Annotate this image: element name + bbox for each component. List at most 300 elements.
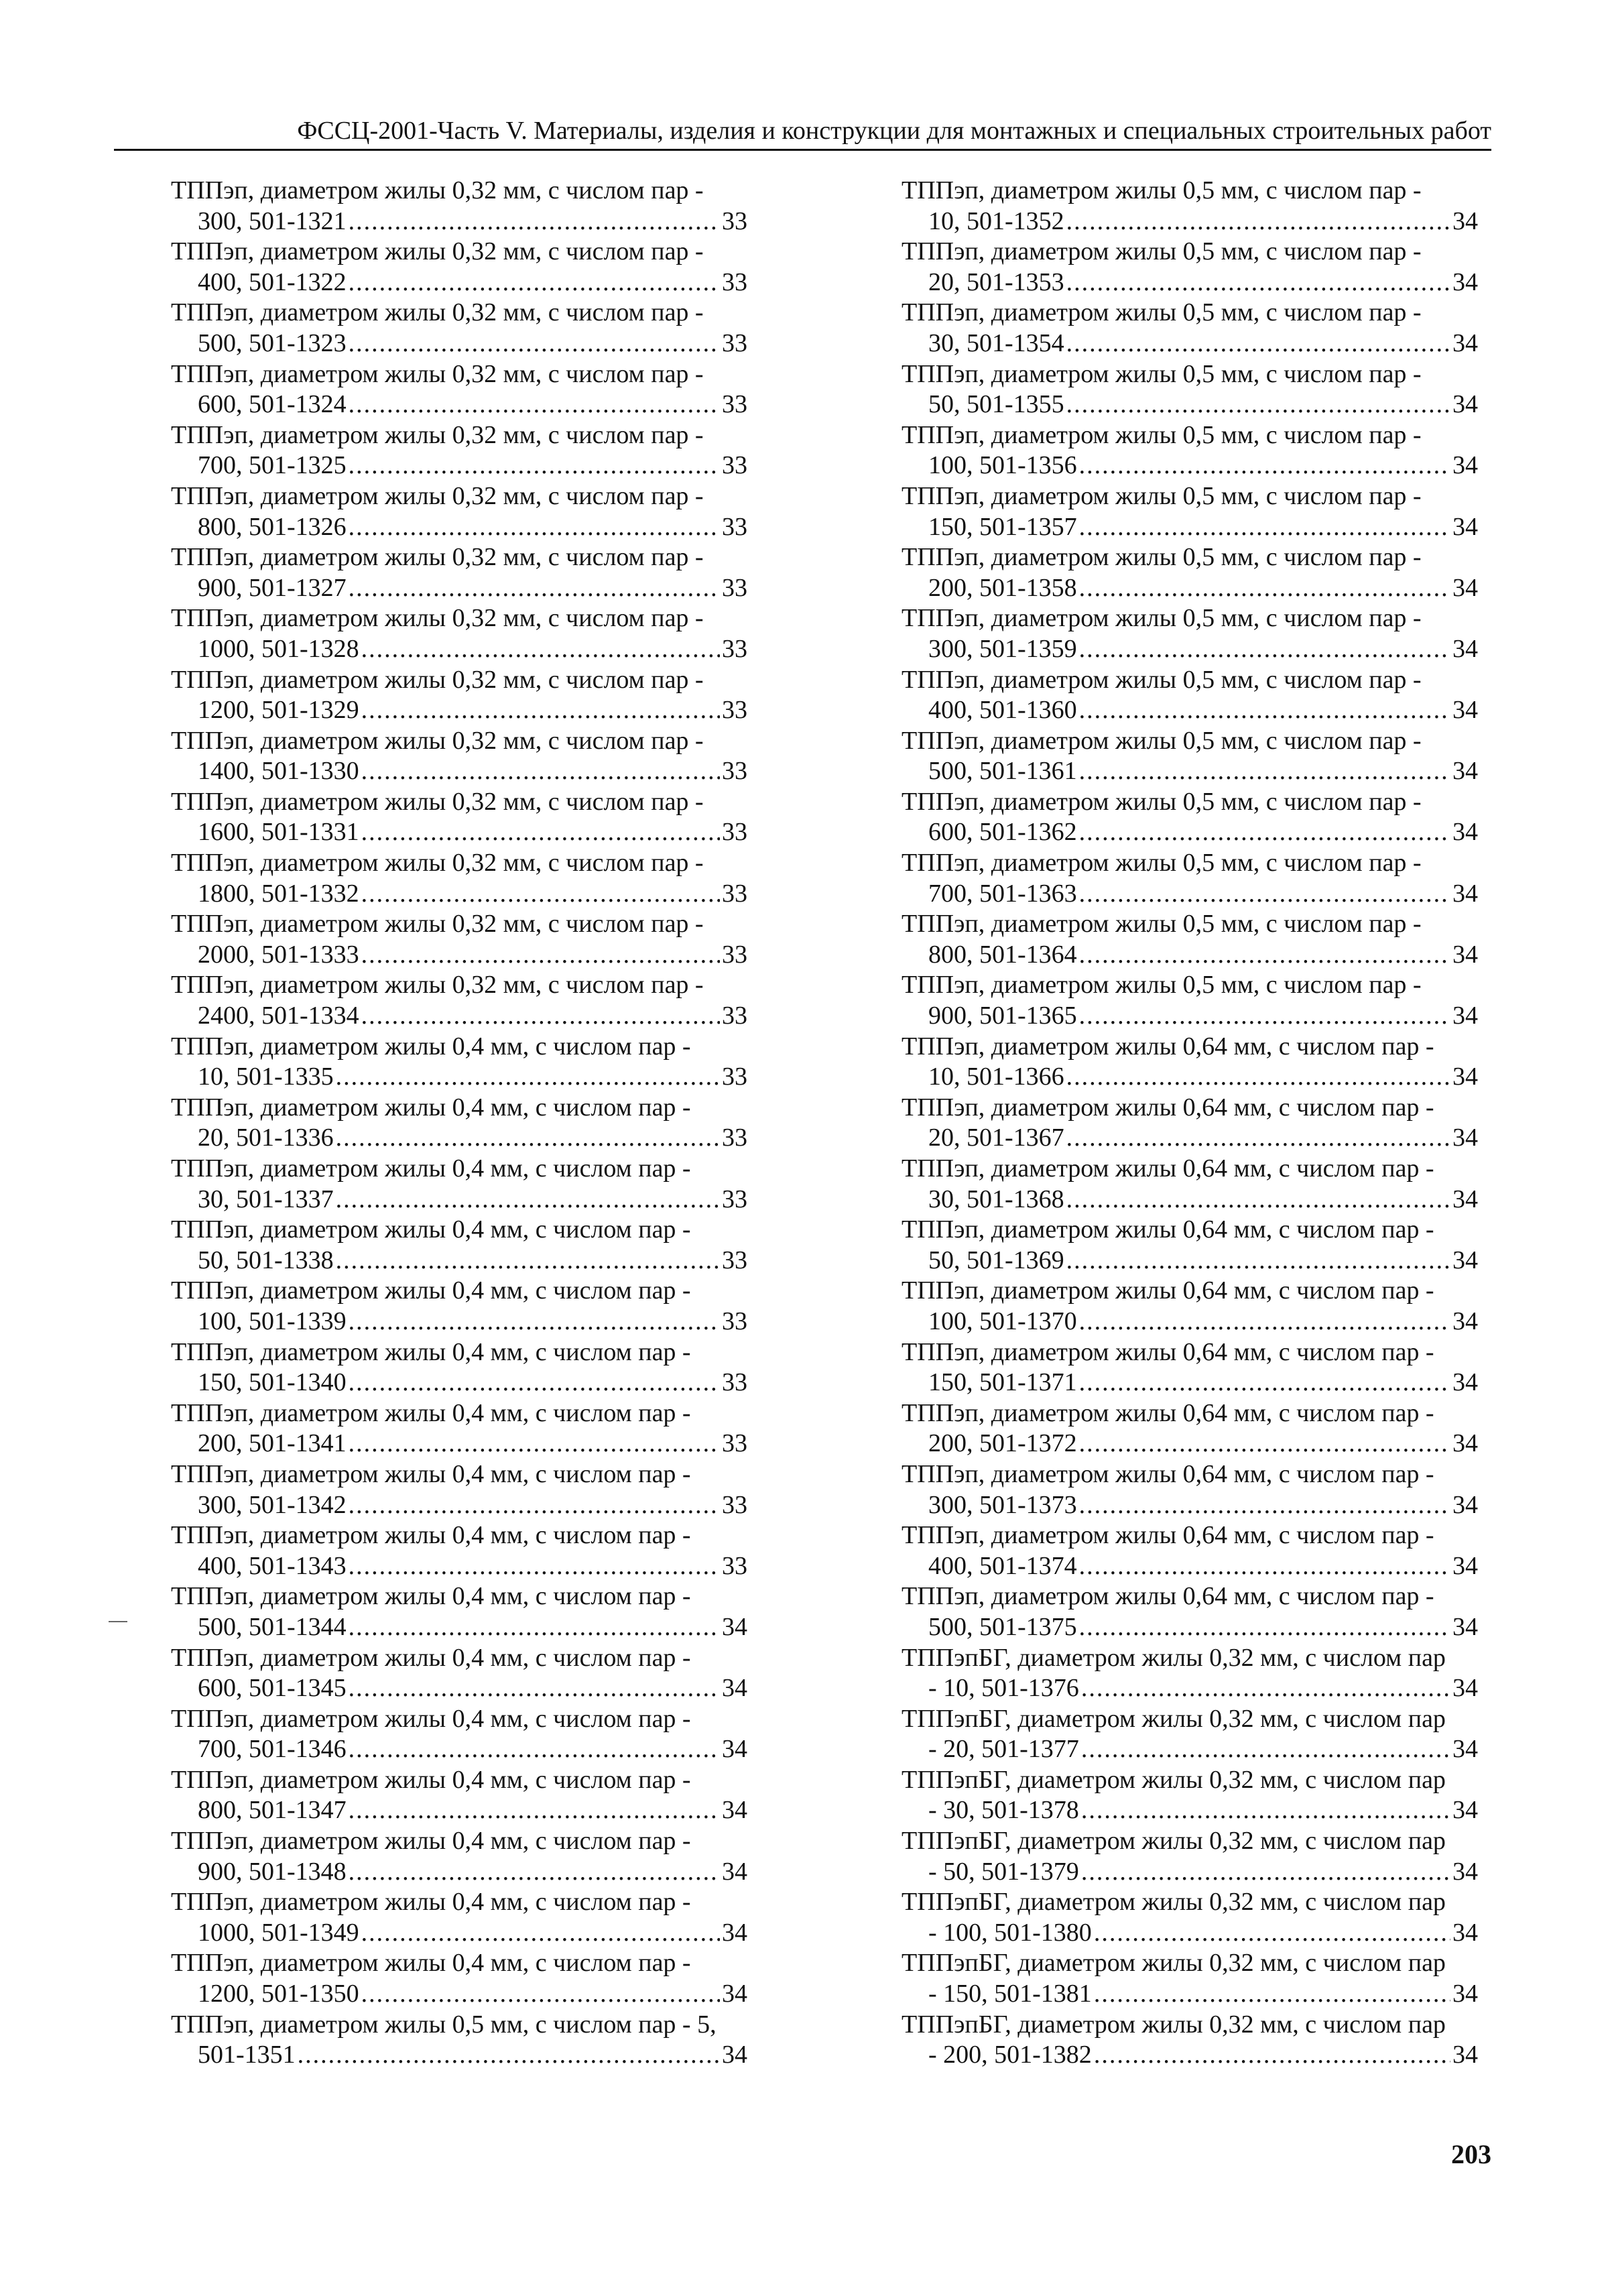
dot-leader (349, 328, 720, 359)
index-entry (171, 481, 747, 542)
entry-page-number: 33 (722, 328, 747, 357)
dot-leader (361, 1001, 720, 1032)
entry-page-number: 34 (722, 1735, 747, 1764)
entry-reference-line (171, 756, 747, 787)
entry-description: ТППэп, диаметром жилы 0,5 мм, с числом пар - 5, (171, 2010, 717, 2039)
entry-reference-line (171, 1368, 747, 1398)
index-entry (902, 1643, 1478, 1704)
dot-leader (1079, 879, 1450, 910)
index-entry (902, 1154, 1478, 1215)
header-rule (114, 149, 1491, 151)
entry-reference-line (171, 450, 747, 481)
entry-page-number: 34 (1452, 634, 1478, 663)
dot-leader (349, 1551, 720, 1582)
dot-leader (1079, 1612, 1450, 1643)
running-header: ФССЦ-2001-Часть V. Материалы, изделия и конструкции для монтажных и специальных строительных работ (297, 117, 1491, 145)
index-entry (171, 1459, 747, 1520)
entry-reference-line (902, 695, 1478, 726)
index-entry (902, 1398, 1478, 1459)
index-entry (171, 542, 747, 603)
entry-reference-line (902, 634, 1478, 665)
entry-reference-line (902, 1307, 1478, 1337)
entry-page-number: 34 (1452, 2041, 1478, 2069)
entry-page-number: 34 (722, 2041, 747, 2069)
entry-code: 2400, 501-1334 (198, 1002, 359, 1030)
dot-leader (361, 1918, 720, 1949)
entry-description: ТППэп, диаметром жилы 0,5 мм, с числом пар - (902, 176, 1422, 204)
dot-leader (361, 817, 720, 848)
entry-page-number: 34 (1452, 1796, 1478, 1825)
entry-code: 500, 501-1375 (928, 1612, 1077, 1641)
entry-page-number: 33 (722, 206, 747, 235)
dot-leader (361, 940, 720, 971)
entry-page-number: 34 (722, 1918, 747, 1947)
entry-code: 300, 501-1359 (928, 634, 1077, 663)
entry-code: 200, 501-1358 (928, 573, 1077, 602)
entry-reference-line (902, 1673, 1478, 1704)
index-entry (171, 726, 747, 787)
entry-page-number: 33 (722, 390, 747, 419)
entry-reference-line (902, 1918, 1478, 1949)
entry-description: ТППэп, диаметром жилы 0,5 мм, с числом пар - (902, 543, 1422, 572)
entry-description: ТППэп, диаметром жилы 0,64 мм, с числом пар - (902, 1154, 1434, 1183)
entry-description: ТППэп, диаметром жилы 0,4 мм, с числом пар - (171, 1827, 691, 1856)
index-column-left (171, 176, 747, 2071)
dot-leader (361, 879, 720, 910)
index-entry (902, 1581, 1478, 1642)
entry-code: 100, 501-1339 (198, 1307, 347, 1335)
dot-leader (1081, 1857, 1450, 1888)
entry-reference-line (902, 1795, 1478, 1826)
entry-description: ТППэпБГ, диаметром жилы 0,32 мм, с числом пар (902, 2010, 1446, 2039)
entry-code: 600, 501-1345 (198, 1674, 347, 1703)
entry-reference-line (171, 1001, 747, 1032)
dot-leader (1066, 328, 1450, 359)
entry-code: 800, 501-1347 (198, 1796, 347, 1825)
dot-leader (349, 1429, 720, 1459)
entry-page-number: 33 (722, 451, 747, 480)
index-entry (902, 2010, 1478, 2071)
entry-code: 10, 501-1335 (198, 1063, 334, 1091)
entry-description: ТППэп, диаметром жилы 0,4 мм, с числом пар - (171, 1093, 691, 1122)
dot-leader (1079, 450, 1450, 481)
entry-code: 1000, 501-1328 (198, 634, 359, 663)
entry-reference-line (902, 512, 1478, 543)
index-entry (902, 1826, 1478, 1887)
dot-leader (349, 1795, 720, 1826)
entry-reference-line (171, 1734, 747, 1765)
entry-page-number: 34 (1452, 1368, 1478, 1397)
entry-code: 1000, 501-1349 (198, 1918, 359, 1947)
entry-description: ТППэп, диаметром жилы 0,4 мм, с числом пар - (171, 1032, 691, 1061)
entry-reference-line (902, 1429, 1478, 1459)
entry-description: ТППэп, диаметром жилы 0,32 мм, с числом пар - (171, 237, 704, 266)
index-entry (171, 1215, 747, 1276)
index-entry (902, 1276, 1478, 1337)
dot-leader (336, 1185, 720, 1215)
entry-code: 600, 501-1362 (928, 818, 1077, 847)
entry-reference-line (902, 1001, 1478, 1032)
entry-code: 500, 501-1361 (928, 757, 1077, 786)
entry-reference-line (902, 1062, 1478, 1093)
entry-description: ТППэп, диаметром жилы 0,32 мм, с числом пар - (171, 787, 704, 816)
entry-page-number: 34 (722, 1857, 747, 1886)
entry-code: 150, 501-1371 (928, 1368, 1077, 1397)
entry-description: ТППэпБГ, диаметром жилы 0,32 мм, с числом пар (902, 1827, 1446, 1856)
index-entry (171, 237, 747, 298)
entry-description: ТППэп, диаметром жилы 0,32 мм, с числом пар - (171, 971, 704, 1000)
entry-reference-line (171, 1795, 747, 1826)
entry-reference-line (902, 817, 1478, 848)
entry-code: - 50, 501-1379 (928, 1857, 1079, 1886)
entry-description: ТППэп, диаметром жилы 0,4 мм, с числом пар - (171, 1398, 691, 1427)
index-entry (902, 298, 1478, 359)
entry-page-number: 34 (1452, 1857, 1478, 1886)
index-entry (171, 970, 747, 1031)
entry-description: ТППэп, диаметром жилы 0,5 мм, с числом пар - (902, 910, 1422, 939)
entry-page-number: 33 (722, 573, 747, 602)
index-entry (902, 359, 1478, 420)
entry-page-number: 34 (1452, 1063, 1478, 1091)
entry-page-number: 33 (722, 1246, 747, 1274)
entry-code: 50, 501-1355 (928, 390, 1064, 419)
entry-page-number: 34 (1452, 940, 1478, 969)
entry-code: - 100, 501-1380 (928, 1918, 1092, 1947)
entry-page-number: 34 (1452, 1124, 1478, 1152)
index-entry (902, 665, 1478, 726)
index-entry (902, 1459, 1478, 1520)
entry-description: ТППэп, диаметром жилы 0,4 мм, с числом пар - (171, 1949, 691, 1978)
entry-description: ТППэп, диаметром жилы 0,32 мм, с числом пар - (171, 665, 704, 694)
index-entry (171, 665, 747, 726)
dot-leader (1081, 1795, 1450, 1826)
entry-reference-line (171, 1062, 747, 1093)
dot-leader (1079, 634, 1450, 665)
entry-code: 400, 501-1360 (928, 696, 1077, 725)
index-entry (902, 420, 1478, 481)
entry-page-number: 34 (1452, 512, 1478, 541)
dot-leader (349, 206, 720, 237)
entry-page-number: 33 (722, 1307, 747, 1335)
entry-reference-line (171, 206, 747, 237)
entry-reference-line (902, 756, 1478, 787)
index-entry (171, 1520, 747, 1581)
dot-leader (361, 1979, 720, 2010)
index-entry (902, 603, 1478, 664)
entry-description: ТППэп, диаметром жилы 0,64 мм, с числом пар - (902, 1398, 1434, 1427)
entry-reference-line (171, 1612, 747, 1643)
margin-mark (109, 1621, 127, 1622)
entry-description: ТППэпБГ, диаметром жилы 0,32 мм, с числом пар (902, 1643, 1446, 1672)
entry-page-number: 33 (722, 1063, 747, 1091)
entry-page-number: 33 (722, 634, 747, 663)
page-number: 203 (1451, 2139, 1491, 2169)
entry-description: ТППэп, диаметром жилы 0,4 мм, с числом пар - (171, 1521, 691, 1550)
entry-description: ТППэп, диаметром жилы 0,64 мм, с числом пар - (902, 1582, 1434, 1611)
dot-leader (1079, 695, 1450, 726)
entry-code: 100, 501-1356 (928, 451, 1077, 480)
index-entry (902, 1765, 1478, 1826)
entry-code: 150, 501-1357 (928, 512, 1077, 541)
dot-leader (349, 573, 720, 604)
entry-code: 30, 501-1354 (928, 328, 1064, 357)
index-entry (171, 1276, 747, 1337)
entry-reference-line (902, 940, 1478, 971)
entry-page-number: 33 (722, 879, 747, 908)
entry-page-number: 33 (722, 940, 747, 969)
dot-leader (1081, 1734, 1450, 1765)
entry-page-number: 34 (722, 1674, 747, 1703)
entry-reference-line (902, 2040, 1478, 2071)
index-entry (902, 1704, 1478, 1765)
entry-description: ТППэп, диаметром жилы 0,32 мм, с числом пар - (171, 604, 704, 633)
entry-code: 30, 501-1368 (928, 1185, 1064, 1213)
entry-reference-line (171, 879, 747, 910)
index-entry (171, 787, 747, 848)
entry-code: 50, 501-1338 (198, 1246, 334, 1274)
entry-page-number: 33 (722, 696, 747, 725)
index-entry (171, 176, 747, 237)
entry-code: 500, 501-1344 (198, 1612, 347, 1641)
entry-code: 501-1351 (198, 2041, 296, 2069)
entry-page-number: 33 (722, 1002, 747, 1030)
entry-page-number: 33 (722, 1490, 747, 1519)
entry-reference-line (902, 1979, 1478, 2010)
entry-reference-line (171, 1123, 747, 1154)
entry-description: ТППэп, диаметром жилы 0,32 мм, с числом пар - (171, 481, 704, 510)
entry-code: 1600, 501-1331 (198, 818, 359, 847)
entry-reference-line (171, 267, 747, 298)
entry-description: ТППэпБГ, диаметром жилы 0,32 мм, с числом пар (902, 1704, 1446, 1733)
index-entry (902, 1520, 1478, 1581)
entry-code: 20, 501-1353 (928, 267, 1064, 296)
index-entry (902, 237, 1478, 298)
entry-reference-line (902, 1246, 1478, 1276)
entry-description: ТППэп, диаметром жилы 0,32 мм, с числом пар - (171, 176, 704, 204)
index-entry (171, 420, 747, 481)
dot-leader (1079, 512, 1450, 543)
dot-leader (349, 1857, 720, 1888)
dot-leader (1079, 573, 1450, 604)
entry-description: ТППэп, диаметром жилы 0,5 мм, с числом пар - (902, 849, 1422, 878)
index-entry (171, 1948, 747, 2009)
dot-leader (1079, 940, 1450, 971)
entry-reference-line (171, 1429, 747, 1459)
index-entry (902, 1337, 1478, 1398)
dot-leader (349, 512, 720, 543)
entry-description: ТППэпБГ, диаметром жилы 0,32 мм, с числом пар (902, 1949, 1446, 1978)
entry-code: 30, 501-1337 (198, 1185, 334, 1213)
entry-page-number: 34 (1452, 696, 1478, 725)
entry-page-number: 34 (1452, 1490, 1478, 1519)
dot-leader (349, 1368, 720, 1398)
entry-reference-line (902, 573, 1478, 604)
entry-page-number: 34 (1452, 1185, 1478, 1213)
entry-page-number: 33 (722, 818, 747, 847)
entry-description: ТППэп, диаметром жилы 0,64 мм, с числом пар - (902, 1215, 1434, 1244)
dot-leader (349, 267, 720, 298)
entry-page-number: 34 (1452, 1735, 1478, 1764)
dot-leader (298, 2040, 720, 2071)
entry-description: ТППэп, диаметром жилы 0,32 мм, с числом пар - (171, 849, 704, 878)
entry-description: ТППэп, диаметром жилы 0,5 мм, с числом пар - (902, 726, 1422, 755)
entry-code: 700, 501-1363 (928, 879, 1077, 908)
index-entry (171, 1765, 747, 1826)
entry-description: ТППэп, диаметром жилы 0,5 мм, с числом пар - (902, 604, 1422, 633)
entry-page-number: 33 (722, 1124, 747, 1152)
entry-page-number: 33 (722, 757, 747, 786)
entry-description: ТППэп, диаметром жилы 0,4 мм, с числом пар - (171, 1337, 691, 1366)
entry-reference-line (902, 1368, 1478, 1398)
dot-leader (349, 1490, 720, 1521)
entry-page-number: 34 (1452, 267, 1478, 296)
index-entry (171, 1032, 747, 1093)
dot-leader (1079, 817, 1450, 848)
dot-leader (361, 756, 720, 787)
entry-description: ТППэп, диаметром жилы 0,4 мм, с числом пар - (171, 1704, 691, 1733)
entry-description: ТППэп, диаметром жилы 0,4 мм, с числом пар - (171, 1215, 691, 1244)
entry-code: 300, 501-1342 (198, 1490, 347, 1519)
entry-reference-line (171, 695, 747, 726)
entry-page-number: 34 (1452, 1551, 1478, 1580)
index-entry (171, 1093, 747, 1154)
entry-reference-line (902, 206, 1478, 237)
dot-leader (1066, 206, 1450, 237)
entry-description: ТППэп, диаметром жилы 0,4 мм, с числом пар - (171, 1459, 691, 1488)
entry-reference-line (171, 1979, 747, 2010)
entry-page-number: 34 (1452, 1002, 1478, 1030)
index-entry (171, 1704, 747, 1765)
entry-reference-line (902, 1612, 1478, 1643)
entry-description: ТППэп, диаметром жилы 0,5 мм, с числом пар - (902, 787, 1422, 816)
entry-code: 1200, 501-1350 (198, 1980, 359, 2008)
entry-code: 900, 501-1348 (198, 1857, 347, 1886)
entry-reference-line (171, 634, 747, 665)
entry-page-number: 34 (1452, 328, 1478, 357)
dot-leader (1079, 1429, 1450, 1459)
index-entry (171, 1581, 747, 1642)
entry-code: 1400, 501-1330 (198, 757, 359, 786)
entry-code: 600, 501-1324 (198, 390, 347, 419)
entry-reference-line (902, 1734, 1478, 1765)
entry-code: 800, 501-1364 (928, 940, 1077, 969)
entry-code: 700, 501-1346 (198, 1735, 347, 1764)
entry-code: 200, 501-1372 (928, 1429, 1077, 1458)
dot-leader (1079, 1551, 1450, 1582)
entry-description: ТППэп, диаметром жилы 0,4 мм, с числом пар - (171, 1765, 691, 1794)
entry-code: - 150, 501-1381 (928, 1980, 1092, 2008)
dot-leader (1079, 1368, 1450, 1398)
entry-description: ТППэп, диаметром жилы 0,4 мм, с числом пар - (171, 1154, 691, 1183)
dot-leader (336, 1246, 720, 1276)
entry-description: ТППэп, диаметром жилы 0,64 мм, с числом пар - (902, 1032, 1434, 1061)
dot-leader (1079, 1490, 1450, 1521)
entry-page-number: 34 (1452, 1246, 1478, 1274)
index-entry (902, 1887, 1478, 1948)
entry-page-number: 34 (1452, 573, 1478, 602)
entry-reference-line (171, 1246, 747, 1276)
index-entry (902, 1948, 1478, 2009)
entry-code: 400, 501-1374 (928, 1551, 1077, 1580)
entry-reference-line (171, 1857, 747, 1888)
index-entry (902, 1032, 1478, 1093)
entry-page-number: 34 (1452, 1429, 1478, 1458)
entry-page-number: 33 (722, 512, 747, 541)
entry-code: 150, 501-1340 (198, 1368, 347, 1397)
entry-page-number: 34 (1452, 879, 1478, 908)
dot-leader (1066, 267, 1450, 298)
dot-leader (1094, 2040, 1450, 2071)
index-entry (902, 970, 1478, 1031)
entry-page-number: 34 (1452, 1307, 1478, 1335)
entry-page-number: 34 (1452, 818, 1478, 847)
entry-reference-line (902, 450, 1478, 481)
index-entry (171, 359, 747, 420)
entry-code: 2000, 501-1333 (198, 940, 359, 969)
entry-code: 10, 501-1352 (928, 206, 1064, 235)
index-entry (171, 298, 747, 359)
entry-reference-line (171, 512, 747, 543)
index-entry (171, 1887, 747, 1948)
index-entry (902, 909, 1478, 970)
index-entry (171, 2010, 747, 2071)
entry-description: ТППэп, диаметром жилы 0,5 мм, с числом пар - (902, 298, 1422, 327)
index-entry (902, 1093, 1478, 1154)
entry-reference-line (171, 1185, 747, 1215)
entry-reference-line (902, 328, 1478, 359)
entry-page-number: 34 (1452, 390, 1478, 419)
entry-reference-line (902, 389, 1478, 420)
entry-reference-line (171, 328, 747, 359)
entry-code: 800, 501-1326 (198, 512, 347, 541)
entry-page-number: 34 (1452, 1674, 1478, 1703)
entry-page-number: 34 (1452, 451, 1478, 480)
entry-page-number: 33 (722, 267, 747, 296)
dot-leader (1079, 756, 1450, 787)
dot-leader (1066, 1123, 1450, 1154)
entry-description: ТППэп, диаметром жилы 0,64 мм, с числом пар - (902, 1337, 1434, 1366)
entry-reference-line (171, 573, 747, 604)
entry-page-number: 34 (722, 1612, 747, 1641)
index-column-right (902, 176, 1478, 2071)
entry-description: ТППэп, диаметром жилы 0,5 мм, с числом пар - (902, 420, 1422, 449)
dot-leader (361, 634, 720, 665)
entry-description: ТППэп, диаметром жилы 0,64 мм, с числом пар - (902, 1521, 1434, 1550)
index-entry (902, 176, 1478, 237)
dot-leader (1094, 1979, 1450, 2010)
entry-page-number: 33 (722, 1368, 747, 1397)
entry-description: ТППэпБГ, диаметром жилы 0,32 мм, с числом пар (902, 1765, 1446, 1794)
entry-description: ТППэп, диаметром жилы 0,5 мм, с числом пар - (902, 481, 1422, 510)
entry-code: 900, 501-1327 (198, 573, 347, 602)
index-entry (171, 1398, 747, 1459)
entry-code: 100, 501-1370 (928, 1307, 1077, 1335)
entry-reference-line (902, 1551, 1478, 1582)
entry-description: ТППэп, диаметром жилы 0,5 мм, с числом пар - (902, 665, 1422, 694)
entry-reference-line (171, 389, 747, 420)
dot-leader (336, 1123, 720, 1154)
entry-description: ТППэп, диаметром жилы 0,4 мм, с числом пар - (171, 1643, 691, 1672)
entry-code: 400, 501-1322 (198, 267, 347, 296)
entry-reference-line (171, 1307, 747, 1337)
entry-description: ТППэп, диаметром жилы 0,32 мм, с числом пар - (171, 543, 704, 572)
entry-description: ТППэп, диаметром жилы 0,32 мм, с числом пар - (171, 359, 704, 388)
entry-code: 1800, 501-1332 (198, 879, 359, 908)
dot-leader (349, 389, 720, 420)
index-entry (171, 848, 747, 909)
entry-description: ТППэп, диаметром жилы 0,64 мм, с числом пар - (902, 1459, 1434, 1488)
entry-reference-line (902, 267, 1478, 298)
